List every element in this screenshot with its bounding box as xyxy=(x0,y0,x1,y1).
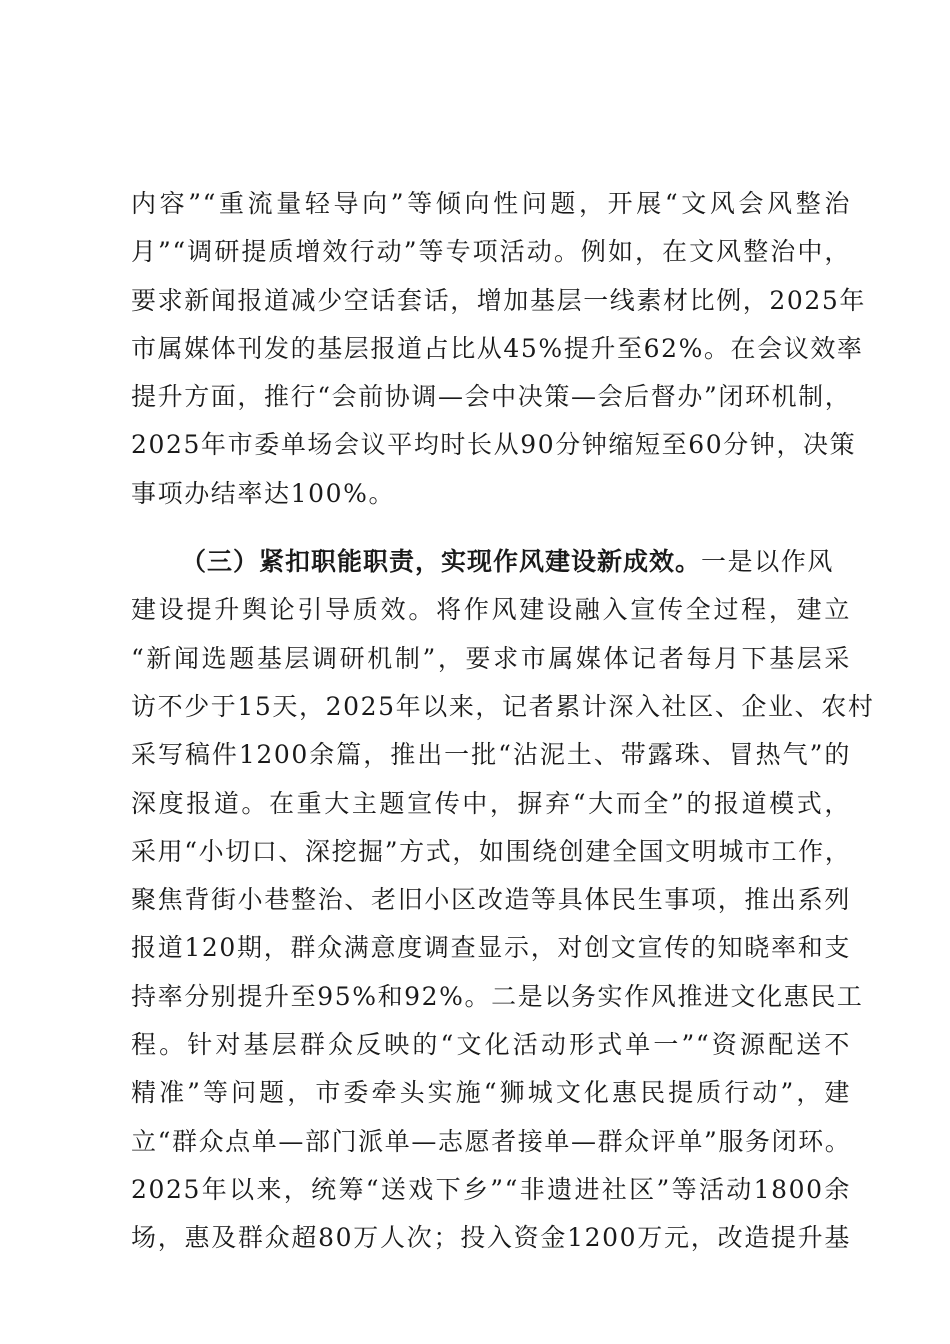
paragraph-1-line-2: 月”“调研提质增效行动”等专项活动。例如，在文风整治中， xyxy=(131,237,851,267)
paragraph-1-line-3: 要求新闻报道减少空话套话，增加基层一线素材比例，2025年 xyxy=(131,285,867,315)
paragraph-2-line-5: 采写稿件1200余篇，推出一批“沾泥土、带露珠、冒热气”的 xyxy=(131,740,851,770)
section-heading: （三）紧扣职能职责，实现作风建设新成效。 xyxy=(181,547,702,577)
paragraph-2-line-8: 聚焦背街小巷整治、老旧小区改造等具体民生事项，推出系列 xyxy=(131,885,851,915)
paragraph-spacer xyxy=(131,518,851,538)
paragraph-2-line-6: 深度报道。在重大主题宣传中，摒弃“大而全”的报道模式， xyxy=(131,788,851,818)
paragraph-2-line-14: 2025年以来，统筹“送戏下乡”“非遗进社区”等活动1800余 xyxy=(131,1174,851,1204)
paragraph-2-line-10: 持率分别提升至95%和92%。二是以务实作风推进文化惠民工 xyxy=(131,981,864,1011)
paragraph-2-line-3: “新闻选题基层调研机制”，要求市属媒体记者每月下基层采 xyxy=(131,643,851,673)
paragraph-1-line-5: 提升方面，推行“会前协调—会中决策—会后督办”闭环机制， xyxy=(131,382,852,412)
paragraph-2-line-4: 访不少于15天，2025年以来，记者累计深入社区、企业、农村 xyxy=(131,691,875,721)
paragraph-1-line-4: 市属媒体刊发的基层报道占比从45%提升至62%。在会议效率 xyxy=(131,333,864,363)
paragraph-1-line-1: 内容”“重流量轻导向”等倾向性问题，开展“文风会风整治 xyxy=(131,189,851,218)
paragraph-1-line-6: 2025年市委单场会议平均时长从90分钟缩短至60分钟，决策 xyxy=(131,430,857,460)
paragraph-2-line-13: 立“群众点单—部门派单—志愿者接单—群众评单”服务闭环。 xyxy=(131,1126,852,1156)
paragraph-2-line-7: 采用“小切口、深挖掘”方式，如围绕创建全国文明城市工作， xyxy=(131,836,852,866)
paragraph-2-line-15: 场，惠及群众超80万人次；投入资金1200万元，改造提升基 xyxy=(131,1223,851,1253)
paragraph-2-line-11: 程。针对基层群众反映的“文化活动形式单一”“资源配送不 xyxy=(131,1030,851,1060)
paragraph-2-line-2: 建设提升舆论引导质效。将作风建设融入宣传全过程，建立 xyxy=(131,595,851,625)
document-body xyxy=(131,180,875,1263)
paragraph-2-line-1-text: 一是以作风 xyxy=(701,547,835,577)
paragraph-1-line-7: 事项办结率达100%。 xyxy=(131,478,396,508)
paragraph-2-line-9: 报道120期，群众满意度调查显示，对创文宣传的知晓率和支 xyxy=(131,933,851,963)
paragraph-2-line-12: 精准”等问题，市委牵头实施“狮城文化惠民提质行动”，建 xyxy=(131,1078,851,1108)
paragraph-2-line-1 xyxy=(131,538,851,586)
